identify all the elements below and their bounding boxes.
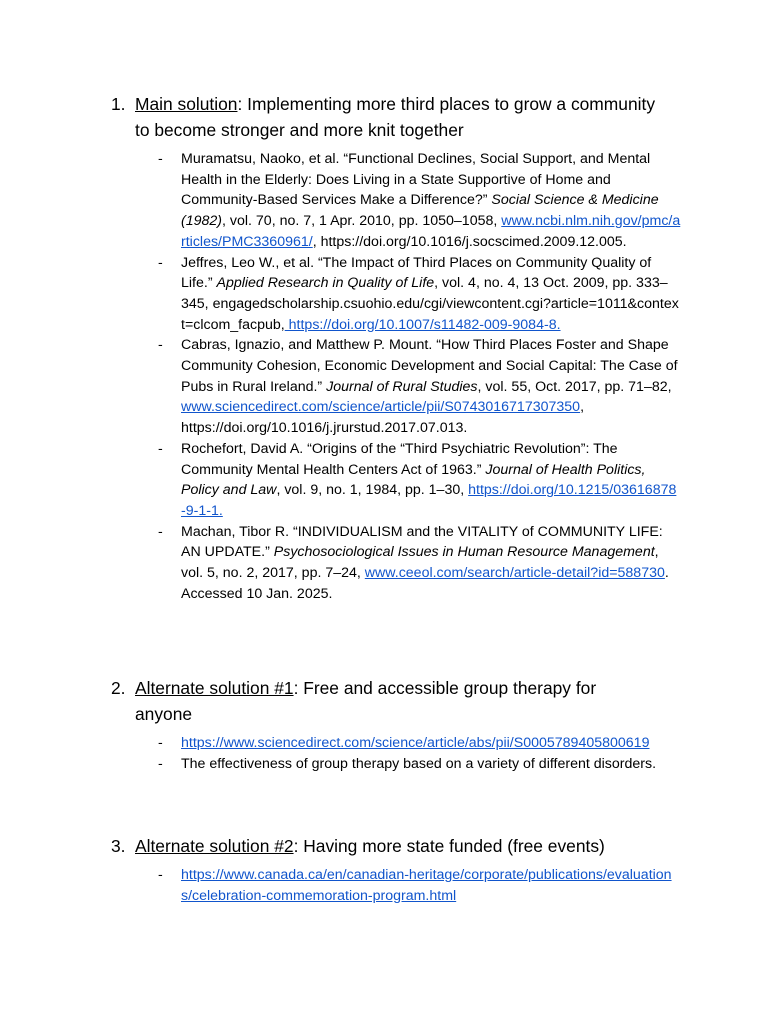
bullet-dash: -	[158, 867, 163, 883]
bullet-dash: -	[158, 440, 163, 457]
reference-link[interactable]: https://www.sciencedirect.com/science/article/abs/pii/S0005789405800619	[181, 735, 650, 751]
reference-text: Rochefort, David A. “Origins of the “Third Psychiatric Revolution”: The Community Mental Health Centers Act of 1963.”	[181, 440, 618, 478]
publication-title: Psychosociological Issues in Human Resource Management	[273, 544, 655, 561]
reference-text: , vol. 5, no. 2, 2017, pp. 7–24,	[181, 544, 659, 582]
bullet-dash: -	[158, 735, 163, 751]
section-heading-key: Main solution	[135, 94, 238, 114]
publication-title: Journal of Health Politics, Policy and Law	[181, 461, 646, 499]
reference-link[interactable]: https://doi.org/10.1007/s11482-009-9084-8.	[284, 316, 561, 333]
section-heading	[111, 675, 655, 727]
reference-text: , vol. 9, no. 1, 1984, pp. 1–30,	[276, 482, 469, 499]
reference-text: Cabras, Ignazio, and Matthew P. Mount. “How Third Places Foster and Shape Community Cohesion, Economic Development and Social Capital: The Case of Pubs in Rural Ireland.”	[181, 337, 678, 395]
section-heading	[111, 833, 655, 859]
reference-text: Jeffres, Leo W., et al. “The Impact of Third Places on Community Quality of Life.”	[181, 254, 652, 292]
reference-item	[158, 733, 681, 754]
section-alternate-solution-1	[0, 675, 768, 774]
reference-list	[0, 865, 768, 906]
bullet-dash: -	[158, 337, 163, 354]
publication-title: Journal of Rural Studies	[326, 378, 478, 395]
bullet-dash: -	[158, 151, 163, 167]
bullet-dash: -	[158, 755, 163, 772]
reference-text: Machan, Tibor R. “INDIVIDUALISM and the VITALITY of COMMUNITY LIFE: AN UPDATE.”	[181, 523, 663, 561]
publication-title: Applied Research in Quality of Life	[216, 275, 435, 292]
reference-text: , vol. 70, no. 7, 1 Apr. 2010, pp. 1050–1058,	[222, 213, 502, 230]
reference-item	[158, 439, 681, 522]
reference-item	[158, 522, 681, 605]
reference-item	[158, 335, 681, 439]
section-heading-key: Alternate solution #2	[135, 836, 294, 856]
section-heading-text: : Implementing more third places to grow a community to become stronger and more knit together	[135, 94, 656, 140]
reference-text: The effectiveness of group therapy based on a variety of different disorders.	[181, 755, 657, 772]
section-main-solution	[0, 91, 768, 604]
reference-item	[158, 754, 681, 775]
reference-text: engagedscholarship.csuohio.edu/cgi/viewcontent.cgi?article=1011&context=clcom_facpub,	[181, 295, 679, 333]
reference-item	[158, 865, 681, 906]
reference-list	[0, 149, 768, 604]
publication-title: Social Science & Medicine (1982)	[181, 192, 659, 230]
reference-list	[0, 733, 768, 774]
reference-text: , vol. 4, no. 4, 13 Oct. 2009, pp. 333–345,	[181, 275, 668, 312]
section-number: 2.	[111, 678, 126, 698]
reference-link[interactable]: https://doi.org/10.1215/03616878-9-1-1.	[181, 482, 677, 519]
reference-item	[158, 253, 681, 336]
bullet-dash: -	[158, 254, 163, 271]
reference-link[interactable]: https://www.canada.ca/en/canadian-heritage/corporate/publications/evaluations/celebration-commemoration-program.html	[181, 867, 672, 904]
section-number: 1.	[111, 94, 126, 114]
reference-link[interactable]: www.ncbi.nlm.nih.gov/pmc/articles/PMC3360961/	[181, 213, 681, 250]
reference-text: , vol. 55, Oct. 2017, pp. 71–82,	[477, 378, 672, 395]
reference-text: Muramatsu, Naoko, et al. “Functional Declines, Social Support, and Mental Health in the Elderly: Does Living in a State Supportive of Home and Community-Based Services Make a Difference?”	[181, 151, 651, 209]
reference-text: . Accessed 10 Jan. 2025.	[181, 565, 669, 602]
section-heading-text: : Having more state funded (free events)	[293, 836, 605, 856]
reference-item	[158, 149, 681, 253]
section-number: 3.	[111, 836, 126, 856]
bullet-dash: -	[158, 523, 163, 540]
section-heading-key: Alternate solution #1	[135, 678, 294, 698]
reference-link[interactable]: www.sciencedirect.com/science/article/pii/S0743016717307350	[181, 399, 581, 416]
section-alternate-solution-2	[0, 833, 768, 906]
reference-text: , https://doi.org/10.1016/j.jrurstud.2017.07.013.	[181, 399, 585, 437]
reference-link[interactable]: www.ceeol.com/search/article-detail?id=588730	[364, 565, 665, 582]
section-heading	[111, 91, 656, 143]
reference-text: , https://doi.org/10.1016/j.socscimed.2009.12.005.	[312, 233, 627, 250]
section-heading-text: : Free and accessible group therapy for anyone	[135, 678, 597, 724]
